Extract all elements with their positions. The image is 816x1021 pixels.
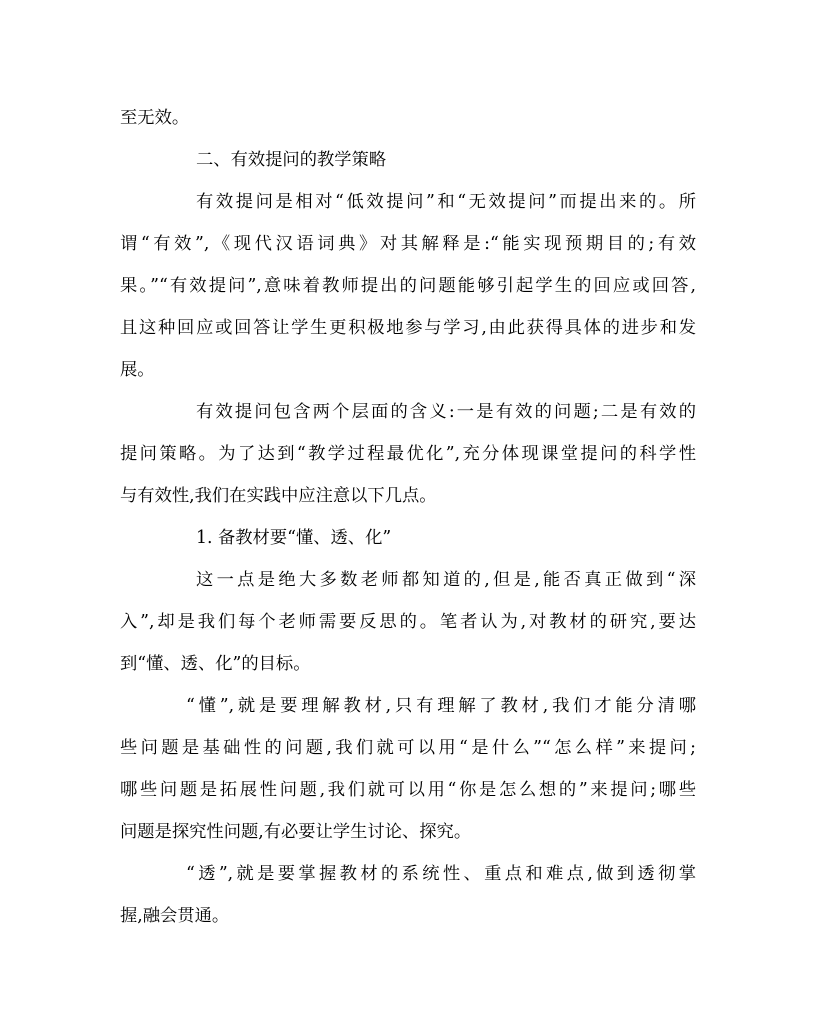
text-line: 这一点是绝大多数老师都知道的,但是,能否真正做到“深: [196, 570, 696, 590]
text-line: 到“懂、透、化”的目标。: [120, 654, 311, 674]
text-line: “懂”,就是要理解教材,只有理解了教材,我们才能分清哪: [186, 696, 696, 716]
text-line: 谓“有效”,《现代汉语词典》对其解释是:“能实现预期目的;有效: [120, 234, 696, 254]
text-line: 有效提问是相对“低效提问”和“无效提问”而提出来的。所: [196, 192, 696, 212]
text-line: 哪些问题是拓展性问题,我们就可以用“你是怎么想的”来提问;哪些: [120, 780, 696, 800]
text-line: 且这种回应或回答让学生更积极地参与学习,由此获得具体的进步和发: [120, 318, 696, 338]
text-line: 有效提问包含两个层面的含义:一是有效的问题;二是有效的: [196, 402, 696, 422]
text-line: 握,融会贯通。: [120, 906, 230, 926]
text-line: 与有效性,我们在实践中应注意以下几点。: [120, 486, 437, 506]
text-line: “透”,就是要掌握教材的系统性、重点和难点,做到透彻掌: [186, 864, 696, 884]
text-line: 些问题是基础性的问题,我们就可以用“是什么”“怎么样”来提问;: [120, 738, 696, 758]
text-line: 果。”“有效提问”,意味着教师提出的问题能够引起学生的回应或回答,: [120, 276, 696, 296]
section-heading: 二、有效提问的教学策略: [196, 150, 387, 170]
subsection-heading: 1. 备教材要“懂、透、化”: [196, 528, 392, 548]
text-line: 问题是探究性问题,有必要让学生讨论、探究。: [120, 822, 472, 842]
text-line: 展。: [120, 360, 155, 380]
text-line: 提问策略。为了达到“教学过程最优化”,充分体现课堂提问的科学性: [120, 444, 696, 464]
text-line: 至无效。: [120, 108, 190, 128]
text-line: 入”,却是我们每个老师需要反思的。笔者认为,对教材的研究,要达: [120, 612, 696, 632]
